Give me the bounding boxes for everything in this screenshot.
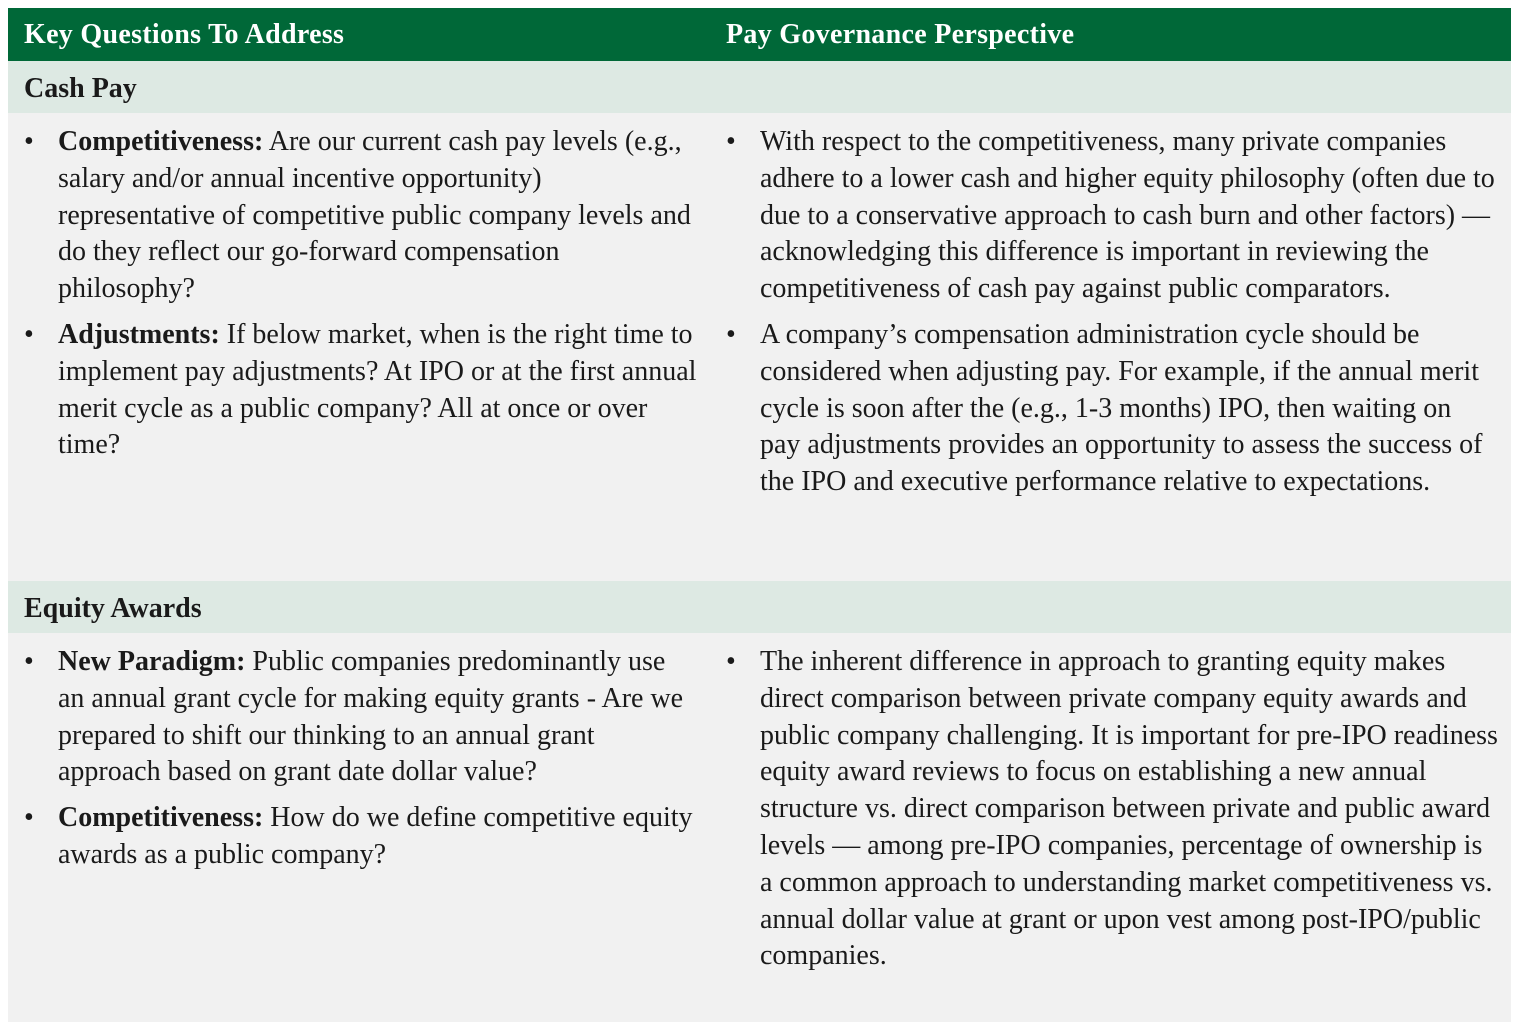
list-item bbox=[710, 317, 1498, 501]
bullet-icon: • bbox=[726, 126, 736, 157]
list-item bbox=[710, 644, 1498, 975]
bullet-icon: • bbox=[24, 802, 34, 834]
list-item bbox=[8, 644, 698, 791]
question-label: Competitiveness: bbox=[58, 802, 264, 834]
bullet-icon: • bbox=[24, 318, 34, 350]
section-title: Equity Awards bbox=[24, 593, 202, 624]
question-text: How do we define competitive equity awards as a public company? bbox=[58, 802, 693, 870]
bullet-icon: • bbox=[726, 318, 736, 350]
list-item bbox=[8, 800, 698, 874]
question-label: New Paradigm: bbox=[58, 646, 246, 677]
bullet-icon: • bbox=[24, 646, 34, 677]
perspective-text: With respect to the competitiveness, many private companies adhere to a lower cash and higher equity philosophy (often due to due to a conservative approach to cash burn and other factors) — acknowledging this difference is important in reviewing the competitiveness of cash pay against public comparators. bbox=[760, 126, 1495, 305]
header-pay-governance-perspective: Pay Governance Perspective bbox=[726, 19, 1075, 50]
section-header-cash-pay bbox=[8, 61, 1511, 113]
table-header-row bbox=[8, 8, 1511, 61]
question-label: Competitiveness: bbox=[58, 126, 264, 157]
perspective-text: A company’s compensation administration cycle should be considered when adjusting pay. For example, if the annual merit cycle is soon after the (e.g., 1-3 months) IPO, then waiting on pay adjustments provides an opportunity to assess the success of the IPO and executive performance relative to expectations. bbox=[760, 318, 1483, 498]
header-key-questions: Key Questions To Address bbox=[24, 19, 345, 50]
question-label: Adjustments: bbox=[58, 318, 220, 350]
list-item bbox=[8, 124, 698, 308]
section-header-equity-awards bbox=[8, 581, 1511, 633]
comparison-table bbox=[8, 8, 1511, 1022]
bullet-icon: • bbox=[24, 126, 34, 157]
equity-awards-perspectives bbox=[710, 644, 1498, 984]
perspective-text: The inherent difference in approach to granting equity makes direct comparison between private company equity awards and public company challenging. It is important for pre-IPO readiness equity award reviews to focus on establishing a new annual structure vs. direct comparison between private and public award levels — among pre-IPO companies, percentage of ownership is a common approach to understanding market competitiveness vs. annual dollar value at grant or upon vest among post-IPO/public companies. bbox=[760, 646, 1498, 972]
question-text: Public companies predominantly use an annual grant cycle for making equity grants - Are we prepared to shift our thinking to an annual grant approach based on grant date dollar value? bbox=[58, 646, 684, 788]
cash-pay-perspectives bbox=[710, 124, 1498, 510]
cash-pay-questions bbox=[8, 124, 698, 473]
equity-awards-questions bbox=[8, 644, 698, 883]
question-text: Are our current cash pay levels (e.g., salary and/or annual incentive opportunity) representative of competitive public company levels and do they reflect our go-forward compensation philosophy? bbox=[58, 126, 691, 305]
list-item bbox=[710, 124, 1498, 308]
question-text: If below market, when is the right time to implement pay adjustments? At IPO or at the first annual merit cycle as a public company? All at once or over time? bbox=[58, 318, 697, 461]
bullet-icon: • bbox=[726, 646, 736, 677]
section-title: Cash Pay bbox=[24, 73, 137, 104]
list-item bbox=[8, 317, 698, 464]
